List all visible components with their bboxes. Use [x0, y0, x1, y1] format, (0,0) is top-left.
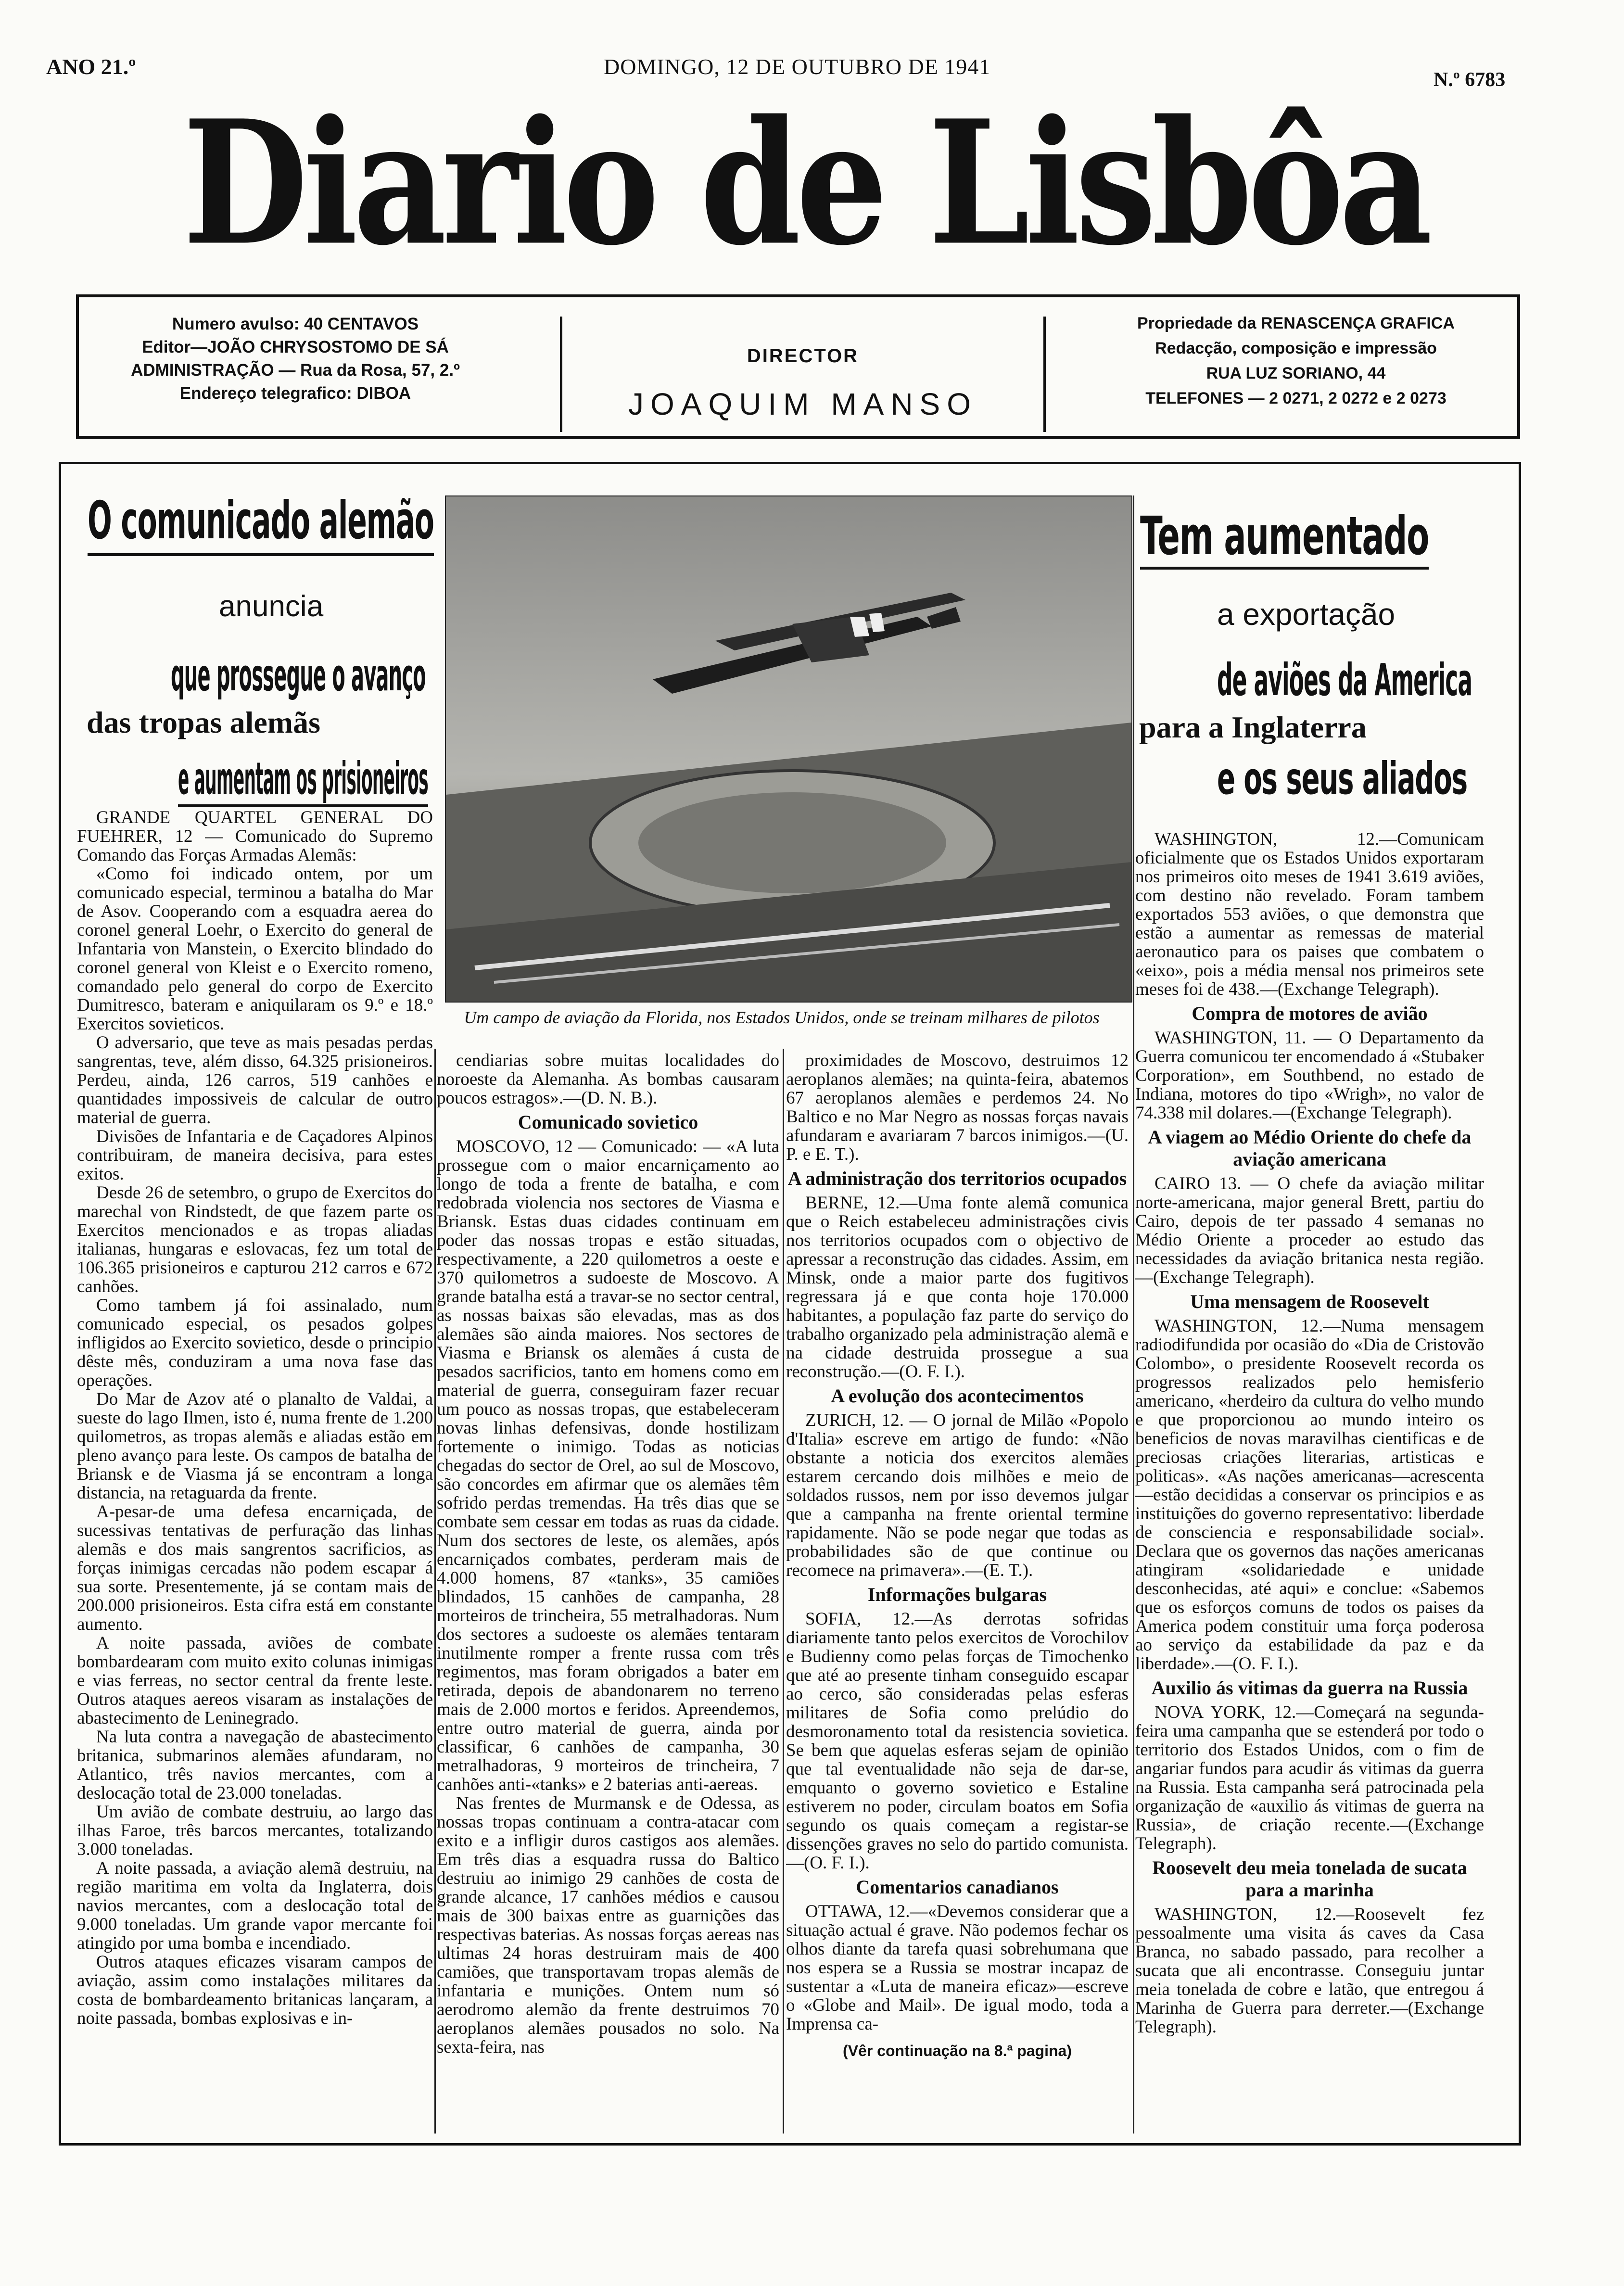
left-article-body: [77, 808, 433, 2136]
section-title: Auxilio ás vitimas da guerra na Russia: [1151, 1677, 1468, 1699]
article-paragraph: A noite passada, aviões de combate bombardearam com muito exito colunas inimigas e vias ferreas, no sector central da frente leste. Outros ataques aereos visaram as instalações de abastecimento de Leninegrado.: [77, 1633, 433, 1728]
photo-caption: Um campo de aviação da Florida, nos Estados Unidos, onde se treinam milhares de pilotos: [464, 1008, 1100, 1027]
property-line: Propriedade da RENASCENÇA GRAFICA: [1137, 314, 1455, 332]
section-title: Roosevelt deu meia tonelada de sucata para a marinha: [1152, 1857, 1467, 1901]
article-paragraph: proximidades de Moscovo, destruimos 12 aeroplanos alemães; na quinta-feira, abatemos 67 aeroplanos alemães e perdemos 24. No Baltico e no Mar Negro as nossas forças navais afundaram e avariaram 7 barcos inimigos.—(U. P. e E. T.).: [786, 1051, 1129, 1164]
right-headline-inglaterra: para a Inglaterra: [1139, 710, 1367, 744]
left-headline-avanco: que prossegue o avanço: [171, 649, 426, 701]
article-paragraph: ZURICH, 12. — O jornal de Milão «Popolo d'Italia» escreve em artigo de fundo: «Não obstante a noticia dos exercitos alemães estarem cercando dois milhões e meio de soldados russos, nem por isso devemos julgar que a campanha na frente oriental termine rapidamente. Não se pode negar que todas as probabilidades são de que continue ou recomece na primavera».—(E. T.).: [786, 1410, 1129, 1580]
left-headline-anuncia: anuncia: [219, 590, 324, 623]
section-title: Uma mensagem de Roosevelt: [1190, 1291, 1429, 1312]
middle-column-1: [437, 1051, 779, 2134]
redaction-line: Redacção, composição e impressão: [1155, 339, 1437, 357]
article-paragraph: WASHINGTON, 12.—Comunicam oficialmente que os Estados Unidos exportaram nos primeiros oito meses de 1941 3.619 aviões, com destino não revelado. Foram tambem exportados 553 aviões, o que demonstra que estão a aumentar as remessas de material aeronautico para os paises que combatem o «eixo», pois a média mensal nos primeiros sete meses foi de 438.—(Exchange Telegraph).: [1135, 830, 1484, 999]
director-label: DIRECTOR: [747, 345, 859, 367]
article-paragraph: Nas frentes de Murmansk e de Odessa, as nossas tropas continuam a contra-atacar com exito e a infligir duros castigos aos alemães. Em três dias a esquadra russa do Baltico destruiu ao inimigo 29 canhões de costa de grande alcance, 17 canhões médios e causou mais de 300 baixas entre as guarnições das respectivas baterias. As nossas forças aereas nas ultimas 24 horas destruiram mais de 400 camiões, que transportavam tropas alemãs de infantaria e munições. Ontem num só aerodromo alemão da frente destruimos 70 aeroplanos alemães pousados no solo. Na sexta-feira, nas: [437, 1793, 779, 2057]
administration-line: ADMINISTRAÇÃO — Rua da Rosa, 57, 2.º: [131, 361, 460, 380]
section-title: A administração dos territorios ocupados: [787, 1168, 1127, 1189]
edition-year: ANO 21.º: [46, 54, 136, 79]
editor-line: Editor—JOÃO CHRYSOSTOMO DE SÁ: [142, 338, 449, 356]
info-box: [76, 294, 1520, 439]
right-headline-avioes: de aviões da America: [1217, 654, 1472, 706]
continuation-note: (Vêr continuação na 8.ª pagina): [843, 2042, 1072, 2059]
article-paragraph: O adversario, que teve as mais pesadas perdas sangrentas, teve, além disso, 64.325 prisioneiros. Perdeu, ainda, 126 carros, 519 canhões e quantidades impossiveis de calcular de outro material de guerra.: [77, 1033, 433, 1128]
article-paragraph: Na luta contra a navegação de abastecimento britanica, submarinos alemães afundaram, no Atlantico, três navios mercantes, com a deslocação total de 23.000 toneladas.: [77, 1727, 433, 1803]
article-paragraph: «Como foi indicado ontem, por um comunicado especial, terminou a batalha do Mar de Asov. Cooperando com a esquadra aerea do coronel general Loehr, o Exercito do general de Infantaria von Manstein, o Exercito blindado do coronel general von Kleist e o Exercito romeno, comandado pelo general do corpo de Exercito Dumitresco, bateram e aniquilaram os 9.º e 18.º Exercitos sovieticos.: [77, 864, 433, 1034]
left-headline-tropas: das tropas alemãs: [87, 705, 320, 739]
article-paragraph: Desde 26 de setembro, o grupo de Exercitos do marechal von Rindstedt, de que fazem parte os Exercitos mencionados e as tropas aliadas italianas, hungaras e eslovacas, fez um total de 106.365 prisioneiros e capturou 212 carros e 672 canhões.: [77, 1183, 433, 1296]
section-title: Compra de motores de avião: [1192, 1003, 1428, 1024]
section-title: Comentarios canadianos: [856, 1876, 1059, 1898]
section-title: Comunicado sovietico: [518, 1111, 698, 1133]
telegraph-line: Endereço telegrafico: DIBOA: [179, 384, 411, 403]
article-paragraph: cendiarias sobre muitas localidades do noroeste da Alemanha. As bombas causaram poucos estragos».—(D. N. B.).: [437, 1051, 779, 1108]
column-divider: [1133, 495, 1134, 2134]
section-title: Informações bulgaras: [867, 1584, 1047, 1605]
section-title: A viagem ao Médio Oriente do chefe da aviação americana: [1148, 1126, 1472, 1170]
article-paragraph: CAIRO 13. — O chefe da aviação militar norte-americana, major general Brett, partiu do Cairo, depois de ter passado 4 semanas no Médio Oriente a proceder ao estudo das necessidades da aviação britanica nesta região.—(Exchange Telegraph).: [1135, 1174, 1484, 1287]
airplane-photo-icon: [446, 496, 1131, 1002]
edition-date: DOMINGO, 12 DE OUTUBRO DE 1941: [604, 54, 991, 79]
article-paragraph: Divisões de Infantaria e de Caçadores Alpinos contribuiram, de maneira decisiva, para estes exitos.: [77, 1127, 433, 1184]
masthead: [183, 82, 1458, 293]
phones-line: TELEFONES — 2 0271, 2 0272 e 2 0273: [1145, 389, 1446, 407]
article-paragraph: WASHINGTON, 12.—Roosevelt fez pessoalmente uma visita ás caves da Casa Branca, no sabado passado, para recolher a sucata que ali encontrasse. Conseguiu juntar meia tonelada de cobre e latão, que entregou á Marinha de Guerra para derreter.—(Exchange Telegraph).: [1135, 1905, 1484, 2037]
info-left: [79, 297, 512, 451]
article-paragraph: Outros ataques eficazes visaram campos de aviação, assim como instalações militares da costa de bombardeamento britanicas lançaram, a noite passada, bombas explosivas e in-: [77, 1952, 433, 2028]
column-divider: [783, 1049, 784, 2134]
left-headline-prisioneiros: e aumentam os prisioneiros: [178, 753, 428, 807]
right-headline-main: Tem aumentado: [1140, 505, 1429, 570]
article-paragraph: SOFIA, 12.—As derrotas sofridas diariamente tanto pelos exercitos de Vorochilov e Budienny como pelas forças de Timochenko que até ao presente tinham conseguido escapar ao cerco, são consideradas pelas esferas militares de Sofia como prelúdio do desmoronamento total da resistencia sovietica. Se bem que aquelas esferas sejam de opinião que tal eventualidade não seja de dar-se, emquanto o governo sovietico e Estaline estiverem no poder, circulam boatos em Sofia segundo os quais começam a registar-se dissenções graves no selo do partido comunista.—(O. F. I.).: [786, 1609, 1129, 1873]
article-paragraph: Como tambem já foi assinalado, num comunicado especial, os pesados golpes infligidos ao Exercito sovietico, desde o principio dêste mês, conduziram a uma nova fase das operações.: [77, 1295, 433, 1390]
airfield-photo: [445, 495, 1132, 1003]
article-paragraph: OTTAWA, 12.—«Devemos considerar que a situação actual é grave. Não podemos fechar os olhos diante da tarefa quasi sobrehumana que nos espera se a Russia se mostrar incapaz de sustentar a «Luta de maneira eficaz»—escreve o «Globe and Mail». De igual modo, toda a Imprensa ca-: [786, 1902, 1129, 2034]
article-paragraph: GRANDE QUARTEL GENERAL DO FUEHRER, 12 — Comunicado do Supremo Comando das Forças Armadas Alemãs:: [77, 808, 433, 865]
article-paragraph: Um avião de combate destruiu, ao largo das ilhas Faroe, três barcos mercantes, totalizando 3.000 toneladas.: [77, 1802, 433, 1859]
article-paragraph: A noite passada, a aviação alemã destruiu, na região maritima em volta da Inglaterra, dois navios mercantes, com a deslocação total de 9.000 toneladas. Um grande vapor mercante foi atingido por uma bomba e incendiado.: [77, 1858, 433, 1953]
article-paragraph: BERNE, 12.—Uma fonte alemã comunica que o Reich estabeleceu administrações civis nos territorios ocupados com o objectivo de apressar a reconstrução das cidades. Assim, em Minsk, onde a maior parte dos fugitivos regressara já e que conta hoje 170.000 habitantes, a população faz parte do serviço do trabalho organizado pela administração alemã e na cidade destruida prossegue a sua reconstrução.—(O. F. I.).: [786, 1193, 1129, 1382]
article-paragraph: MOSCOVO, 12 — Comunicado: — «A luta prossegue com o maior encarniçamento ao longo de toda a frente de batalha, e com redobrada violencia nos sectores de Viasma e Briansk. Estas duas cidades continuam em poder das nossas tropas e estão situadas, respectivamente, a 220 quilometros a oeste e 370 quilometros a sudoeste de Moscovo. A grande batalha está a travar-se no sector central, as nossas baixas são elevadas, mas as dos alemães são ainda maiores. Nos sectores de Viasma e Briansk os alemães á custa de pesados sacrificios, tanto em homens como em material de guerra, conseguiram fazer recuar um pouco as nossas tropas, que estabeleceram novas linhas defensivas, donde hostilizam fortemente o inimigo. Todas as noticias chegadas do sector de Orel, ao sul de Moscovo, são concordes em afirmar que os alemães têm sofrido perdas tremendas. Ha três dias que se combate sem cessar em todas as ruas da cidade. Num dos sectores de leste, os alemães, após encarniçados combates, perderam mais de 4.000 homens, 87 «tanks», 35 camiões blindados, 15 canhões de campanha, 28 morteiros de trincheira, 55 metralhadoras. Num dos sectores a sudoeste os alemães tentaram inutilmente romper a frente russa com três regimentos, mas foram obrigados a bater em retirada, depois de abandonarem no terreno mais de 2.000 mortos e feridos. Apreendemos, entre outro material de guerra, ainda por classificar, 6 canhões de campanha, 30 metralhadoras, 9 morteiros de trincheira, 7 canhões anti-«tanks» e 2 baterias anti-aereas.: [437, 1137, 779, 1794]
info-right: [1079, 297, 1512, 449]
masthead-title: Diario de Lisbôa: [183, 82, 1428, 283]
article-paragraph: Do Mar de Azov até o planalto de Valdai, a sueste do lago Ilmen, isto é, numa frente de 1.200 quilometros, as tropas alemãs e aliadas estão em pleno avanço para leste. Os campos de batalha de Briansk e de Viasma já se encontram a longa distancia, na retaguarda da frente.: [77, 1389, 433, 1503]
address-line: RUA LUZ SORIANO, 44: [1206, 364, 1386, 382]
edition-number: N.º 6783: [1434, 69, 1506, 91]
director-name: JOAQUIM MANSO: [628, 387, 978, 421]
right-headline-exportacao: a exportação: [1217, 597, 1396, 632]
section-title: A evolução dos acontecimentos: [831, 1385, 1084, 1407]
left-headline-main: O comunicado alemão: [88, 491, 434, 556]
right-headline-aliados: e os seus aliados: [1217, 753, 1467, 804]
article-paragraph: WASHINGTON, 11. — O Departamento da Guerra comunicou ter encomendado á «Stubaker Corporation», em Southbend, no estado de Indiana, motores do tipo «Wrigh», no valor de 74.338 mil dolares.—(Exchange Telegraph).: [1135, 1028, 1484, 1123]
middle-column-2: [786, 1051, 1129, 2134]
article-paragraph: WASHINGTON, 12.—Numa mensagem radiodifundida por ocasião do «Dia de Cristovão Colombo», o presidente Roosevelt recorda os progressos realizados pelo hemisferio americano, «herdeiro da cultura do velho mundo e que proporcionou ao mundo inteiro os beneficios de novas maravilhas cientificas e de preciosas criações literarias, artisticas e politicas». «As nações americanas—acrescenta—estão decididas a conservar os principios e as instituições do governo representativo: liberdade de consciencia e responsabilidade social». Declara que os governos das nações americanas atingiram «solidariedade e unidade desconhecidas, até aqui» e conclue: «Sabemos que os esforços comuns de todos os paises da America podem constituir uma força poderosa ao serviço da estabilidade da paz e da liberdade».—(O. F. I.).: [1135, 1316, 1484, 1674]
right-article-body: [1135, 830, 1484, 2138]
info-director: [560, 317, 1046, 432]
column-divider: [434, 1049, 436, 2134]
price-line: Numero avulso: 40 CENTAVOS: [172, 315, 419, 333]
article-paragraph: NOVA YORK, 12.—Começará na segunda-feira uma campanha que se estenderá por todo o territorio dos Estados Unidos, com o fim de angariar fundos para acudir ás vitimas da guerra na Russia. Esta campanha será patrocinada pela organização de «auxilio ás vitimas de guerra na Russia», de criação recente.—(Exchange Telegraph).: [1135, 1702, 1484, 1854]
article-paragraph: A-pesar-de uma defesa encarniçada, de sucessivas tentativas de perfuração das linhas alemãs e dos mais sangrentos sacrificios, as forças inimigas cercadas não podem escapar á sua sorte. Presentemente, já se contam mais de 200.000 prisioneiros. Esta cifra está em constante aumento.: [77, 1502, 433, 1634]
